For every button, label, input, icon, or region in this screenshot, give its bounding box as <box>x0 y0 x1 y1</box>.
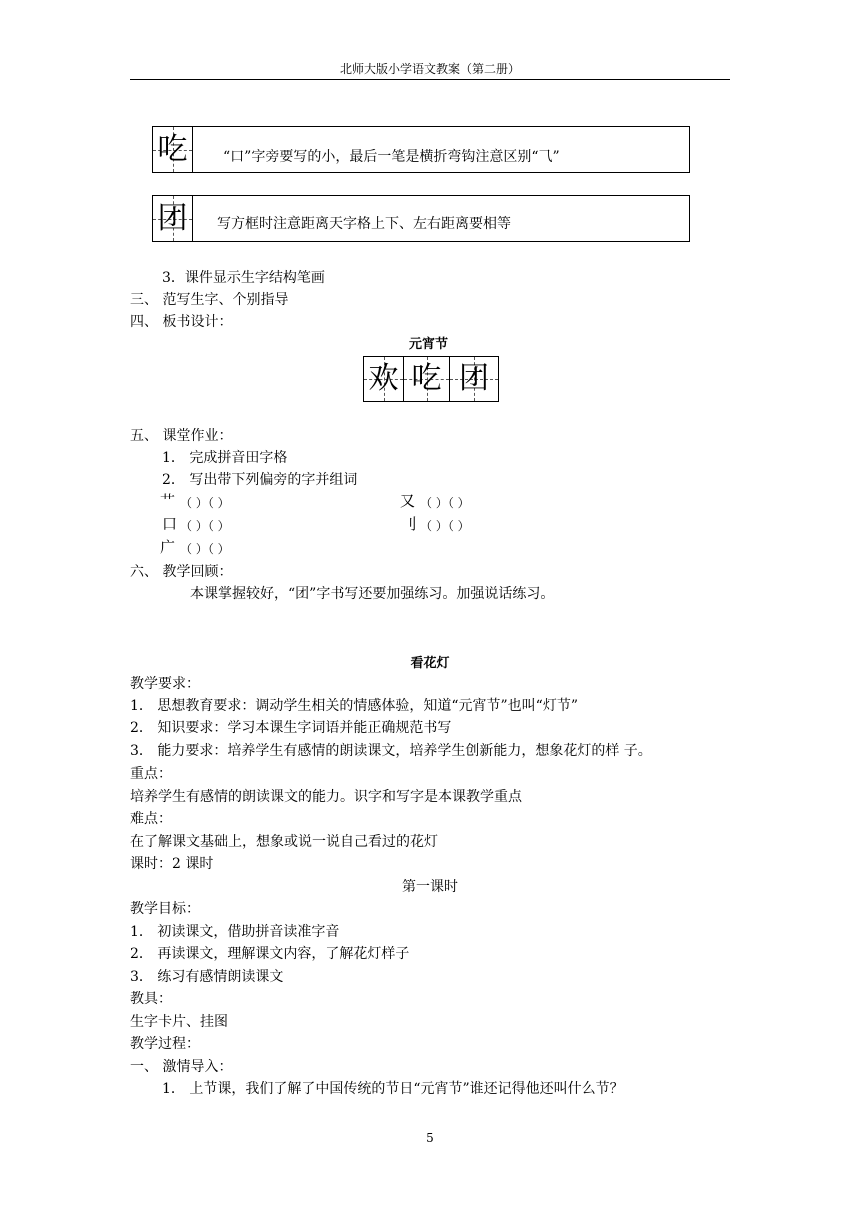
goal-3: 3． 练习有感情朗读课文 <box>130 969 284 985</box>
page-number: 5 <box>426 1131 434 1145</box>
key-point: 培养学生有感情的朗读课文的能力。识字和写字是本课教学重点 <box>130 789 522 805</box>
difficulty: 在了解课文基础上，想象或说一说自己看过的花灯 <box>130 834 438 850</box>
lesson-title: 看花灯 <box>410 656 450 671</box>
board-title: 元宵节 <box>409 337 449 352</box>
process-heading: 教学过程： <box>130 1036 200 1052</box>
blank-pair: （ ）（ ） <box>180 496 230 510</box>
board-cell <box>404 357 450 401</box>
key-point-heading: 重点： <box>130 766 172 782</box>
blank-pair: （ ）（ ） <box>420 519 470 533</box>
goals-heading: 教学目标： <box>130 901 200 917</box>
tianzige-cell <box>153 196 193 241</box>
char-box-tuan <box>152 195 690 242</box>
requirement-3: 3． 能力要求：培养学生有感情的朗读课文，培养学生创新能力，想象花灯的样 子。 <box>130 743 652 759</box>
review-text: 本课掌握较好，“团”字书写还要加强练习。加强说话练习。 <box>190 586 555 602</box>
section-4: 四、 板书设计： <box>130 314 233 330</box>
page-header: 北师大版小学语文教案（第二册） <box>339 62 520 76</box>
board-cell <box>450 357 498 401</box>
requirements-heading: 教学要求： <box>130 676 200 692</box>
section-5: 五、 课堂作业： <box>130 428 233 444</box>
class-hours: 课时：2 课时 <box>130 856 214 872</box>
blank-pair: （ ）（ ） <box>420 496 470 510</box>
homework-2: 2． 写出带下列偏旁的字并组词 <box>162 472 358 488</box>
header-rule <box>130 79 730 80</box>
radical-you: 又 <box>400 492 416 510</box>
blank-pair: （ ）（ ） <box>180 542 230 556</box>
difficulty-heading: 难点： <box>130 811 172 827</box>
board-char: 欢 <box>368 361 399 396</box>
step-3: 3．课件显示生字结构笔画 <box>162 270 325 286</box>
section-6: 六、 教学回顾： <box>130 564 233 580</box>
step-1-heading: 一、 激情导入： <box>130 1059 233 1075</box>
radical-guang: 广 <box>160 538 176 556</box>
board-char: 团 <box>459 361 489 396</box>
char-note: 写方框时注意距离天字格上下、左右距离要相等 <box>217 216 511 232</box>
char-note: “口”字旁要写的小，最后一笔是横折弯钩注意区别“⺄” <box>223 149 560 165</box>
tools: 生字卡片、挂图 <box>130 1014 228 1030</box>
board-design <box>363 356 499 402</box>
requirement-1: 1． 思想教育要求：调动学生相关的情感体验，知道“元宵节”也叫“灯节” <box>130 698 578 714</box>
homework-1: 1． 完成拼音田字格 <box>162 450 288 466</box>
radical-kou: 口 <box>162 515 178 533</box>
radical-cao: 艹 <box>160 492 176 510</box>
tianzige-cell <box>153 127 193 172</box>
practice-char: 吃 <box>157 132 188 167</box>
char-box-chi <box>152 126 690 173</box>
goal-1: 1． 初读课文，借助拼音读准字音 <box>130 924 340 940</box>
step-1-item-1: 1． 上节课，我们了解了中国传统的节日“元宵节”谁还记得他还叫什么节？ <box>162 1081 624 1097</box>
period-title: 第一课时 <box>402 879 458 895</box>
practice-char: 团 <box>157 201 188 236</box>
board-char: 吃 <box>411 361 442 396</box>
board-cell <box>364 357 404 401</box>
radical-dao: 刂 <box>402 515 418 533</box>
requirement-2: 2． 知识要求：学习本课生字词语并能正确规范书写 <box>130 720 452 736</box>
section-3: 三、 范写生字、个别指导 <box>130 292 289 308</box>
tools-heading: 教具： <box>130 991 172 1007</box>
goal-2: 2． 再读课文，理解课文内容，了解花灯样子 <box>130 946 410 962</box>
blank-pair: （ ）（ ） <box>180 519 230 533</box>
